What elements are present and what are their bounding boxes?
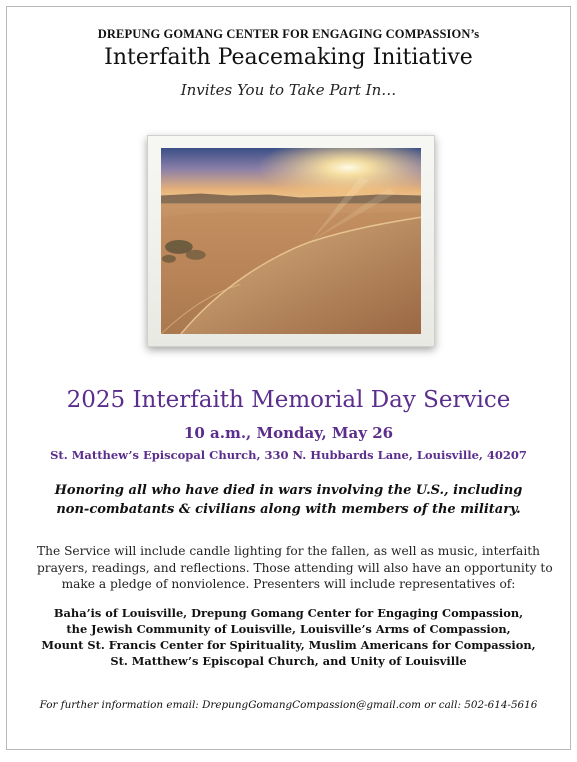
presenters-line: Mount St. Francis Center for Spirituality, Muslim Americans for Compassion,: [41, 638, 536, 652]
honoring-line: non-combatants & civilians along with members of the military.: [56, 502, 521, 517]
invitation-line: Invites You to Take Part In…: [180, 81, 397, 99]
presenters-line: St. Matthew’s Episcopal Church, and Unity of Louisville: [110, 654, 467, 668]
event-location: St. Matthew’s Episcopal Church, 330 N. Hubbards Lane, Louisville, 40207: [50, 448, 527, 462]
presenters-line: Baha’is of Louisville, Drepung Gomang Center for Engaging Compassion,: [53, 606, 524, 620]
honoring-statement: [37, 481, 540, 519]
service-description: [37, 543, 553, 593]
honoring-line: Honoring all who have died in wars involving the U.S., including: [54, 483, 523, 498]
description-line: make a pledge of nonviolence. Presenters will include representatives of:: [61, 577, 516, 591]
desert-sunset-photo-icon: [161, 148, 421, 334]
presenters-line: the Jewish Community of Louisville, Louisville’s Arms of Compassion,: [66, 622, 511, 636]
contact-info: For further information email: DrepungGomangCompassion@gmail.com or call: 502-614-5616: [39, 699, 538, 711]
description-line: prayers, readings, and reflections. Those attending will also have an opportunity to: [37, 560, 553, 575]
initiative-title: Interfaith Peacemaking Initiative: [104, 45, 473, 70]
event-title: 2025 Interfaith Memorial Day Service: [66, 387, 511, 413]
flyer-page: [6, 6, 571, 750]
photo-frame: [147, 135, 435, 347]
organization-name: DREPUNG GOMANG CENTER FOR ENGAGING COMPASSION’s: [97, 27, 480, 41]
presenters-list: [27, 605, 550, 669]
event-time: 10 a.m., Monday, May 26: [183, 424, 394, 442]
description-line: The Service will include candle lighting for the fallen, as well as music, interfaith: [37, 544, 540, 558]
